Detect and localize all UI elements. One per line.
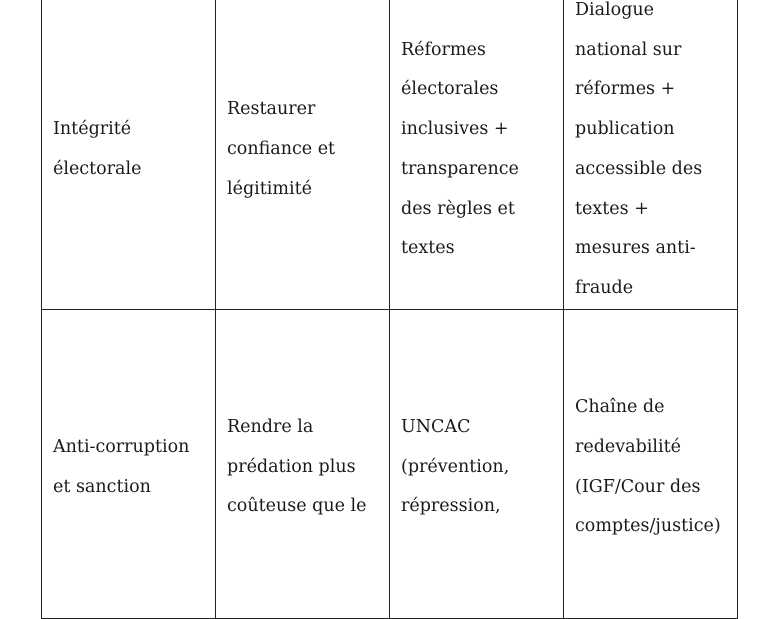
instrument-cell: Réformes électorales inclusives + transparence des règles et textes [390, 0, 564, 309]
objective-cell: Restaurer confiance et légitimité [216, 0, 390, 309]
objective-cell: Rendre la prédation plus coûteuse que le [216, 309, 390, 618]
axis-cell: Intégrité électorale [42, 0, 216, 309]
axis-cell: Anti-corruption et sanction [42, 309, 216, 618]
table-row [42, 0, 738, 309]
action-cell: Dialogue national sur réformes + publication accessible des textes + mesures anti-fraude [564, 0, 738, 309]
policy-table [41, 0, 738, 619]
table-row [42, 309, 738, 618]
instrument-cell: UNCAC (prévention, répression, [390, 309, 564, 618]
action-cell: Chaîne de redevabilité (IGF/Cour des comptes/justice) [564, 309, 738, 618]
